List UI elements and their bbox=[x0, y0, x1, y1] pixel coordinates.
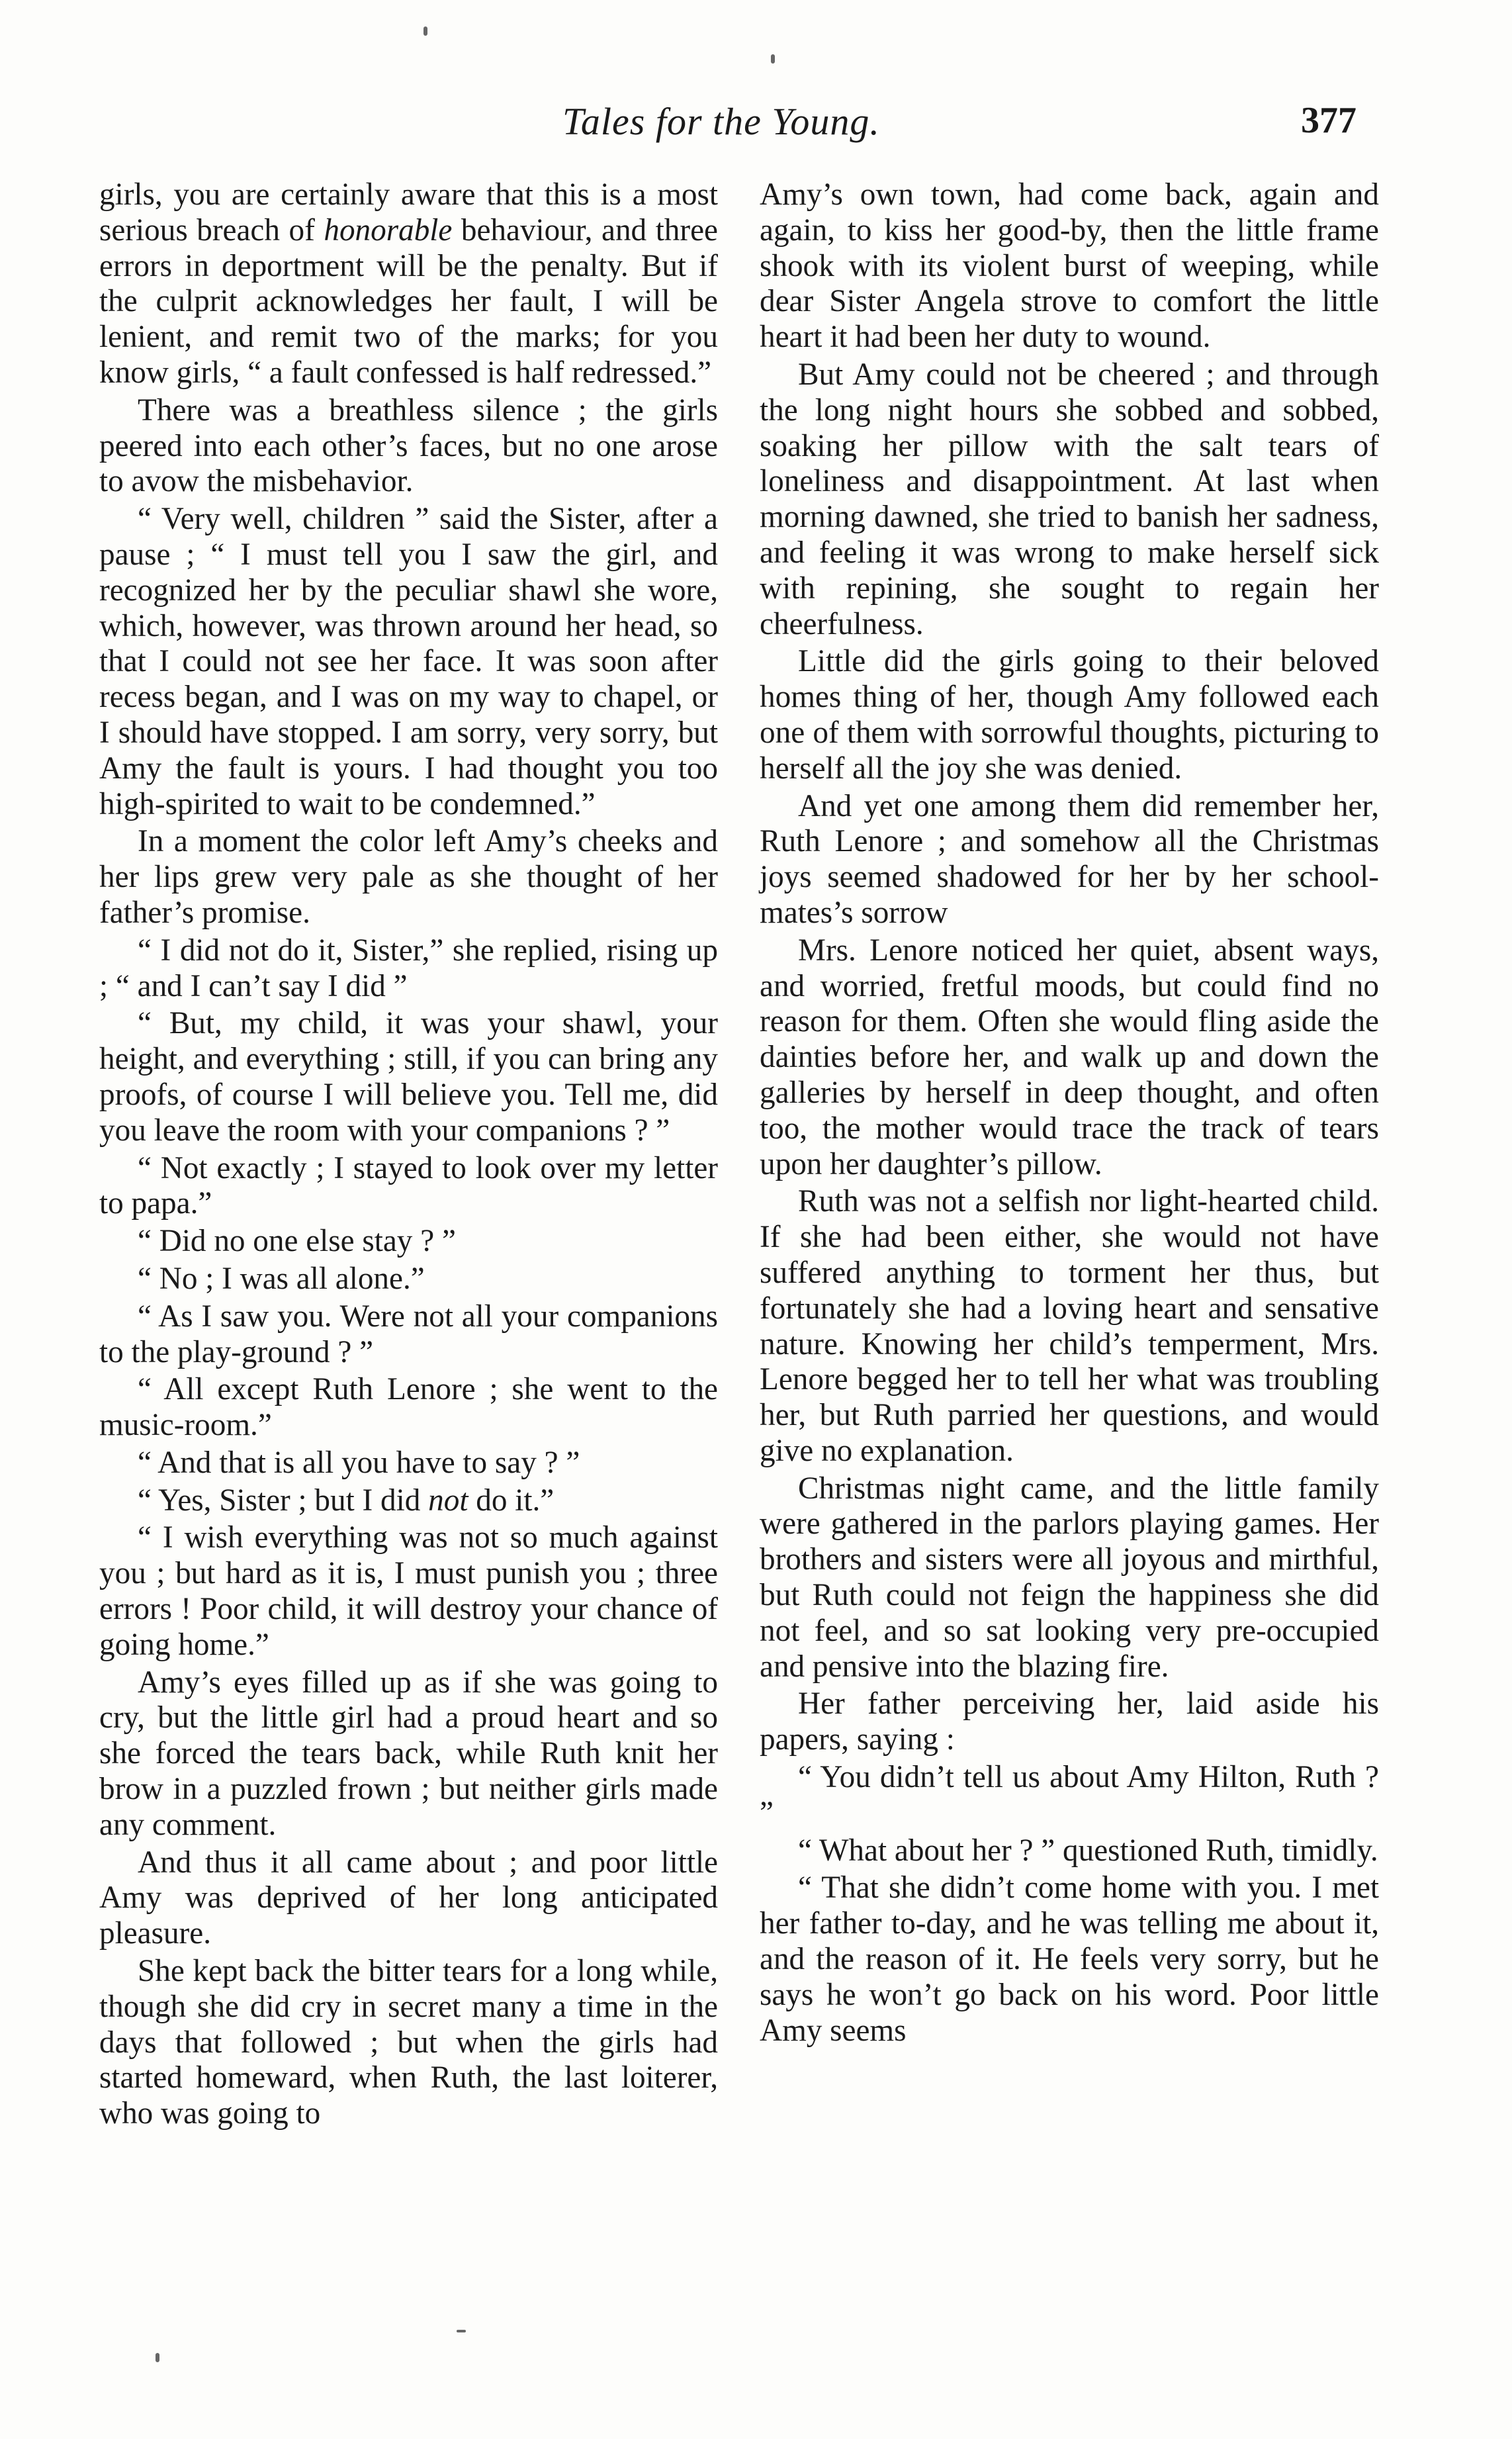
paragraph-1: There was a breathless silence ; the girls peered into each other’s faces, but no one arose to avow the misbehavior. bbox=[99, 392, 718, 499]
paragraph-16: She kept back the bitter tears for a long while, though she did cry in secret many a time in the days that followed ; but when the girls had started homeward, when Ruth, the last loiterer, who was going to bbox=[99, 1954, 718, 2131]
paragraph-11: “ And that is all you have to say ? ” bbox=[138, 1445, 580, 1480]
paragraph-6: “ Not exactly ; I stayed to look over my letter to papa.” bbox=[99, 1150, 718, 1221]
paragraph-r10: “ That she didn’t come home with you. I met her father to-day, and he was telling me about it, and the reason of it. He feels very sorry, but he says he won’t go back on his word. Poor little Amy seems bbox=[760, 1870, 1379, 2048]
paragraph-4: “ I did not do it, Sister,” she replied, rising up ; “ and I can’t say I did ” bbox=[99, 933, 718, 1003]
paragraph-9: “ As I saw you. Were not all your companions to the play-ground ? ” bbox=[99, 1299, 718, 1369]
paragraph-13: “ I wish everything was not so much against you ; but hard as it is, I must punish you ; three errors ! Poor child, it will destroy your chance of going home.” bbox=[99, 1520, 718, 1662]
paragraph-12-text-b: do it.” bbox=[468, 1483, 555, 1518]
paragraph-0 bbox=[99, 177, 718, 391]
paragraph-2: “ Very well, children ” said the Sister, after a pause ; “ I must tell you I saw the girl, and recognized her by the peculiar shawl she wore, which, however, was thrown around her head, so that I could not see her face. It was soon after recess began, and I was on my way to chapel, or I should have stopped. I am sorry, very sorry, but Amy the fault is yours. I had thought you too high-spirited to wait to be condemned.” bbox=[99, 502, 718, 821]
paragraph-r8: “ You didn’t tell us about Amy Hilton, Ruth ? ” bbox=[760, 1760, 1379, 1830]
emphasis-not: not bbox=[428, 1483, 468, 1518]
paragraph-r7: Her father perceiving her, laid aside his papers, saying : bbox=[760, 1686, 1379, 1757]
paragraph-5: “ But, my child, it was your shawl, your height, and everything ; still, if you can bring any proofs, of course I will believe you. Tell me, did you leave the room with your companions ? ” bbox=[99, 1006, 718, 1148]
paragraph-14: Amy’s eyes filled up as if she was going to cry, but the little girl had a proud heart and so she forced the tears back, while Ruth knit her brow in a puzzled frown ; but neither girls made any comment. bbox=[99, 1665, 718, 1842]
paragraph-8: “ No ; I was all alone.” bbox=[138, 1261, 425, 1296]
print-speck bbox=[771, 54, 775, 64]
print-speck bbox=[156, 2353, 159, 2362]
page-number: 377 bbox=[1301, 100, 1356, 141]
paragraph-r1: But Amy could not be cheered ; and through the long night hours she sobbed and sobbed, soaking her pillow with the salt tears of loneliness and disappointment. At last when morning dawned, she tried to banish her sadness, and feeling it was wrong to make herself sick with repining, she sought to regain her cheerfulness. bbox=[760, 357, 1379, 641]
paragraph-12 bbox=[99, 1483, 718, 1519]
paragraph-15: And thus it all came about ; and poor little Amy was deprived of her long anticipated pleasure. bbox=[99, 1845, 718, 1951]
paragraph-3: In a moment the color left Amy’s cheeks and her lips grew very pale as she thought of her father’s promise. bbox=[99, 824, 718, 930]
emphasis-honorable: honorable bbox=[324, 212, 453, 248]
running-title: Tales for the Young. bbox=[562, 100, 880, 143]
right-column bbox=[760, 177, 1379, 2048]
paragraph-r5: Ruth was not a selfish nor light-hearted child. If she had been either, she would not have suffered anything to torment her thus, but fortunately she had a loving heart and sensative nature. Knowing her child’s temperment, Mrs. Lenore begged her to tell her what was troubling her, but Ruth parried her questions, and would give no explanation. bbox=[760, 1184, 1379, 1468]
paragraph-0-text-a: girls, you are certainly aware that this is a most serious breach of bbox=[99, 177, 718, 248]
print-speck bbox=[457, 2330, 466, 2332]
paragraph-7: “ Did no one else stay ? ” bbox=[138, 1224, 456, 1259]
paragraph-r2: Little did the girls going to their beloved homes thing of her, though Amy followed each one of them with sorrowful thoughts, picturing to herself all the joy she was denied. bbox=[760, 644, 1379, 786]
running-head bbox=[99, 99, 1356, 152]
paragraph-r9: “ What about her ? ” questioned Ruth, timidly. bbox=[798, 1833, 1378, 1868]
paragraph-r4: Mrs. Lenore noticed her quiet, absent ways, and worried, fretful moods, but could find no reason for them. Often she would fling aside the dainties before her, and walk up and down the galleries by herself in deep thought, and often too, the mother would trace the track of tears upon her daughter’s pillow. bbox=[760, 933, 1379, 1181]
paragraph-r6: Christmas night came, and the little family were gathered in the parlors playing games. Her brothers and sisters were all joyous and mirthful, but Ruth could not feign the happiness she did not feel, and so sat looking very pre-occupied and pensive into the blazing fire. bbox=[760, 1471, 1379, 1684]
paragraph-12-text-a: “ Yes, Sister ; but I did bbox=[138, 1483, 429, 1518]
left-column bbox=[99, 177, 718, 2132]
paragraph-r3: And yet one among them did remember her, Ruth Lenore ; and somehow all the Christmas joys seemed shadowed for her by her school-mates’s sorrow bbox=[760, 788, 1379, 930]
print-speck bbox=[423, 26, 427, 36]
paragraph-10: “ All except Ruth Lenore ; she went to the music-room.” bbox=[99, 1372, 718, 1443]
paragraph-r0: Amy’s own town, had come back, again and again, to kiss her good-by, then the little frame shook with its violent burst of weeping, while dear Sister Angela strove to comfort the little heart it had been her duty to wound. bbox=[760, 177, 1379, 355]
paragraph-0-text-b: behaviour, and three errors in deportment will be the penalty. But if the culprit acknowledges her fault, I will be lenient, and remit two of the marks; for you know girls, “ a fault confessed is half redressed.” bbox=[99, 212, 718, 390]
